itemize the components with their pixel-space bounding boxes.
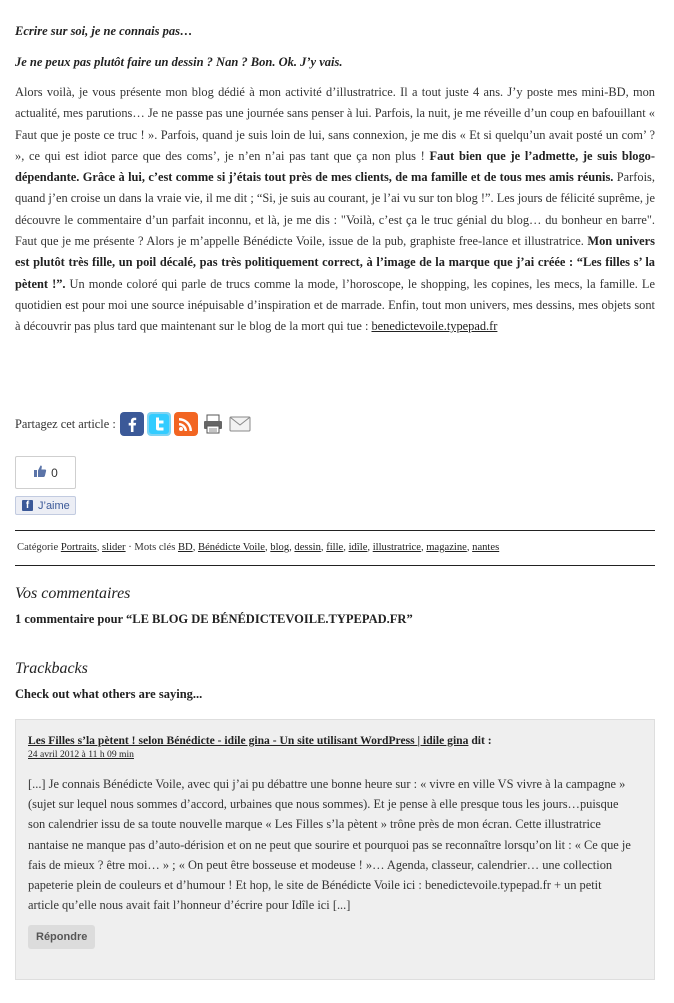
email-icon[interactable] — [228, 412, 252, 436]
tag-link[interactable]: magazine — [426, 542, 467, 553]
like-counter[interactable] — [15, 456, 76, 489]
comments-title: Vos commentaires — [15, 585, 131, 602]
tag-link[interactable]: illustratrice — [372, 542, 421, 553]
blog-link[interactable]: benedictevoile.typepad.fr — [371, 319, 498, 334]
trackback-says: dit : — [468, 734, 492, 747]
like-button-label: J’aime — [38, 499, 70, 512]
share-label: Partagez cet article : — [15, 416, 116, 431]
trackback-item — [15, 719, 655, 980]
trackback-excerpt: [...] Je connais Bénédicte Voile, avec qui j’ai pu débattre une bonne heure sur : « vivre en ville VS vivre à la campagne » (sujet sur lequel nous sommes d’accord, urbaines que nous sommes). Et je pense à elle presque tous les jours…puisque son calendrier issu de sa toute nouvelle marque « Les Filles s’la pètent » trône près de mon écran. Cette illustratrice nantaise ne manque pas d’auto-dérision et on ne peut que sourire et pourquoi pas se reconnaître lorsqu’on lit : « Ce que je fais de mieux ? être moi… » ; « On peut être bosseuse et modeuse ! »… Agenda, classeur, calendrier… une collection papeterie plein de couleurs et d’humour ! Et hop, le site de Bénédicte Voile ici : benedictevoile.typepad.fr + un petit article qu’elle nous avait fait l’honneur d’écrire pour Idîle ici [...] — [28, 777, 631, 913]
trackback-source-link[interactable]: Les Filles s’la pètent ! selon Bénédicte - idile gina - Un site utilisant WordPress | idile gina — [28, 734, 469, 747]
tag-link[interactable]: idîle — [348, 542, 368, 553]
tag-link[interactable]: Bénédicte Voile — [198, 542, 265, 553]
tag-link[interactable]: blog — [270, 542, 290, 553]
trackback-date[interactable]: 24 avril 2012 à 11 h 09 min — [28, 749, 134, 760]
like-count: 0 — [51, 465, 58, 480]
post-text-2: Parfois, quand j’en croise un dans la vraie vie, il me dit ; “Si, je suis au courant, je l’ai vu sur ton blog !”. Les jours de félicité suprême, je découvre le commentaire d’un parfait inconnu, et là, je me dis : "Voilà, c’est ça le truc génial du blog… du bonheur en barre". Faut que je me présente ? Alors je m’appelle Bénédicte Voile, issue de la pub, graphiste free-lance et illustratrice. — [15, 170, 655, 249]
post-body — [15, 82, 655, 338]
trackbacks-title: Trackbacks — [15, 660, 88, 677]
category-label: Catégorie — [17, 542, 59, 553]
facebook-like-button[interactable] — [15, 496, 76, 515]
post-text-bold-2: Mon univers est plutôt très fille, un poil décalé, pas très politiquement correct, à l’image de la marque que j’ai créée : “Les filles s’ la pètent !”. — [15, 234, 655, 291]
rss-icon[interactable] — [174, 412, 198, 436]
comments-count: 1 commentaire pour “LE BLOG DE BÉNÉDICTEVOILE.TYPEPAD.FR” — [15, 612, 413, 626]
twitter-icon[interactable] — [147, 412, 171, 436]
post-text-3: Un monde coloré qui parle de trucs comme la mode, l’horoscope, le shopping, les copines, les mecs, la famille. Le quotidien est pour moi une source inépuisable d’inspiration et de marrade. Enfin, tout mon univers, mes dessins, mes objets sont à découvrir pas plus tard que maintenant sur le blog de la mort qui tue : — [15, 276, 655, 334]
reply-button[interactable]: Répondre — [28, 925, 95, 949]
category-link[interactable]: Portraits — [60, 542, 97, 553]
tag-link[interactable]: dessin — [294, 542, 321, 553]
post-heading-1: Ecrire sur soi, je ne connais pas… — [15, 24, 193, 38]
facebook-icon[interactable] — [120, 412, 144, 436]
tag-link[interactable]: fille — [326, 542, 344, 553]
trackbacks-subtitle: Check out what others are saying... — [15, 687, 203, 701]
print-icon[interactable] — [201, 412, 225, 436]
category-link[interactable]: slider — [102, 542, 126, 553]
facebook-small-icon: f — [22, 500, 33, 511]
post-text-1: Alors voilà, je vous présente mon blog dédié à mon activité d’illustratrice. Il a tout juste 4 ans. J’y poste mes mini-BD, mon actualité, mes parutions… Je ne passe pas une journée sans penser à lui. Parfois, la nuit, je me réveille d’un coup en bafouillant « Faut que je poste ce truc ! ». Parfois, quand je suis loin de lui, sans connexion, je me dis « Et si quelqu’un avait posté un com’ ? », ce qui est idiot parce que des coms’, je n’en n’ai pas tant que ça non plus ! — [15, 85, 655, 163]
post-text-bold-1: Faut bien que je l’admette, je suis blogo-dépendante. Grâce à lui, c’est comme si j’étais tout près de mes clients, de ma famille et de tous mes amis réunis. — [15, 148, 655, 185]
share-bar — [15, 409, 255, 439]
thumbs-up-icon — [33, 464, 47, 481]
post-meta: Catégorie Portraits, slider · Mots clés BD, Bénédicte Voile, blog, dessin, fille, idîle, illustratrice, magazine, nantes — [15, 530, 655, 566]
tag-link[interactable]: BD — [177, 542, 193, 553]
tag-link[interactable]: nantes — [472, 542, 500, 553]
post-heading-2: Je ne peux pas plutôt faire un dessin ? Nan ? Bon. Ok. J’y vais. — [15, 55, 343, 69]
tags-label: · Mots clés — [128, 542, 176, 553]
trackback-header — [28, 734, 642, 747]
